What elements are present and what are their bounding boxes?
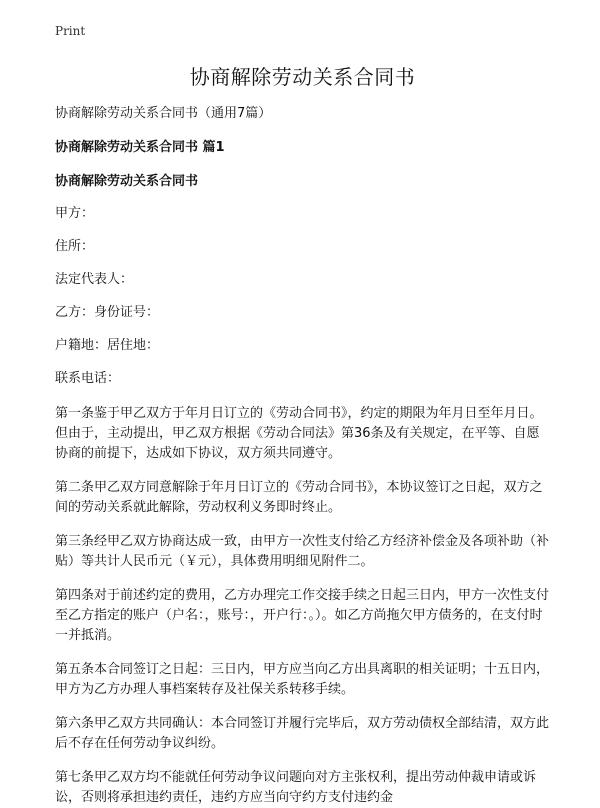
party-b-id-field: 乙方：身份证号： xyxy=(55,305,160,320)
clause-1: 第一条鉴于甲乙双方于年月日订立的《劳动合同书》，约定的期限为年月日至年月日。但由于，主动提出，甲乙双方根据《劳动合同法》第36条及有关规定，在平等、自愿协商的前提下，达成如下协议，双方须共同遵守。 xyxy=(55,406,543,461)
contract-clauses xyxy=(55,404,550,808)
clause-6: 第六条甲乙双方共同确认：本合同签订并履行完毕后，双方劳动债权全部结清，双方此后不存在任何劳动争议纠纷。 xyxy=(55,716,550,751)
party-a-field: 甲方： xyxy=(55,206,95,221)
contract-heading: 协商解除劳动关系合同书 xyxy=(55,174,199,189)
phone-field: 联系电话： xyxy=(55,371,121,386)
legal-representative-field: 法定代表人： xyxy=(55,272,134,287)
address-field: 住所： xyxy=(55,239,95,254)
document-title: 协商解除劳动关系合同书 xyxy=(189,65,416,89)
clause-5: 第五条本合同签订之日起：三日内，甲方应当向乙方出具离职的相关证明；十五日内，甲方为乙方办理人事档案转存及社保关系转移手续。 xyxy=(55,662,550,697)
section-heading: 协商解除劳动关系合同书 篇1 xyxy=(55,140,225,155)
clause-2: 第二条甲乙双方同意解除于年月日订立的《劳动合同书》，本协议签订之日起，双方之间的劳动关系就此解除，劳动权利义务即时终止。 xyxy=(55,480,543,515)
print-link[interactable]: Print xyxy=(55,24,86,38)
document-subtitle: 协商解除劳动关系合同书（通用7篇） xyxy=(55,106,272,121)
party-fields xyxy=(55,205,550,388)
clause-3: 第三条经甲乙双方协商达成一致，由甲方一次性支付给乙方经济补偿金及各项补助（补贴）等共计人民币元（￥元），具体费用明细见附件二。 xyxy=(55,534,550,569)
household-residence-field: 户籍地：居住地： xyxy=(55,338,160,353)
clause-7: 第七条甲乙双方均不能就任何劳动争议问题向对方主张权利，提出劳动仲裁申请或诉讼，否则将承担违约责任，违约方应当向守约方支付违约金 xyxy=(55,770,537,805)
clause-4: 第四条对于前述约定的费用，乙方办理完工作交接手续之日起三日内，甲方一次性支付至乙方指定的账户（户名：，账号：，开户行：。）。如乙方尚拖欠甲方债务的，在支付时一并抵消。 xyxy=(55,588,550,643)
